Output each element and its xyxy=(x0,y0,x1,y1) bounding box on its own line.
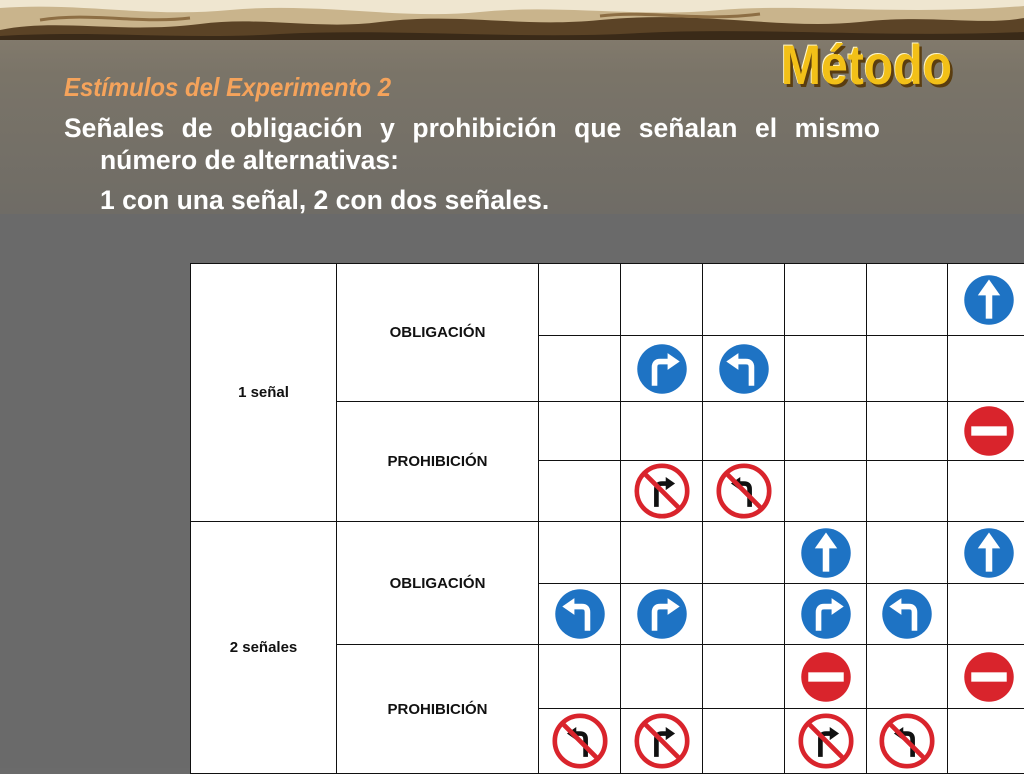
paragraph-2: 1 con una señal, 2 con dos señales. xyxy=(100,185,550,215)
slide-body xyxy=(64,112,880,216)
no-entry-sign-icon xyxy=(961,649,1017,705)
sign-cell xyxy=(538,521,621,584)
no-right-turn-sign-icon xyxy=(634,713,690,769)
sign-cell xyxy=(620,583,703,645)
sign-cell xyxy=(784,521,867,584)
slide-title: Método xyxy=(780,33,952,96)
turn-right-sign-icon xyxy=(798,586,854,642)
sign-cell xyxy=(538,263,621,336)
ahead-only-sign-icon xyxy=(961,272,1017,328)
type-label-cell xyxy=(336,644,539,774)
ahead-only-sign-icon xyxy=(961,525,1017,581)
type-label: OBLIGACIÓN xyxy=(389,324,486,341)
no-entry-sign-icon xyxy=(961,403,1017,459)
sign-cell xyxy=(620,708,703,774)
sign-cell xyxy=(702,644,785,709)
turn-right-sign-icon xyxy=(634,586,690,642)
sign-cell xyxy=(702,583,785,645)
sign-cell xyxy=(784,583,867,645)
ahead-only-sign-icon xyxy=(798,525,854,581)
type-label: PROHIBICIÓN xyxy=(387,700,488,718)
sign-cell xyxy=(784,460,867,522)
sign-cell xyxy=(947,460,1024,522)
sign-cell xyxy=(620,644,703,709)
turn-left-sign-icon xyxy=(879,586,935,642)
sign-cell xyxy=(702,460,785,522)
sign-cell xyxy=(702,335,785,402)
type-label: OBLIGACIÓN xyxy=(389,574,486,592)
sign-cell xyxy=(784,263,867,336)
sign-cell xyxy=(866,521,948,584)
sign-cell xyxy=(620,263,703,336)
no-right-turn-sign-icon xyxy=(798,713,854,769)
no-right-turn-sign-icon xyxy=(634,463,690,519)
turn-left-sign-icon xyxy=(552,586,608,642)
sign-cell xyxy=(866,583,948,645)
sign-cell xyxy=(947,644,1024,709)
sign-cell xyxy=(538,401,621,461)
turn-right-sign-icon xyxy=(634,341,690,397)
no-left-turn-sign-icon xyxy=(879,713,935,769)
sign-cell xyxy=(866,708,948,774)
sign-cell xyxy=(620,401,703,461)
group-label-cell xyxy=(190,521,337,774)
sign-cell xyxy=(947,263,1024,336)
sign-cell xyxy=(866,644,948,709)
sign-cell xyxy=(620,460,703,522)
sign-cell xyxy=(702,708,785,774)
sign-cell xyxy=(620,335,703,402)
no-left-turn-sign-icon xyxy=(716,463,772,519)
type-label-cell xyxy=(336,521,539,645)
sign-cell xyxy=(784,401,867,461)
sign-cell xyxy=(784,335,867,402)
sign-cell xyxy=(784,644,867,709)
no-entry-sign-icon xyxy=(798,649,854,705)
sign-cell xyxy=(866,335,948,402)
sign-cell xyxy=(702,263,785,336)
group-label: 2 señales xyxy=(229,639,298,656)
sign-cell xyxy=(538,335,621,402)
no-left-turn-sign-icon xyxy=(552,713,608,769)
sign-cell xyxy=(866,401,948,461)
group-label: 1 señal xyxy=(238,384,289,401)
type-label-cell xyxy=(336,263,539,402)
sign-cell xyxy=(538,644,621,709)
slide-subtitle: Estímulos del Experimento 2 xyxy=(64,72,392,102)
paragraph-1: Señales de obligación y prohibición que señalan el mismo número de alternativas: xyxy=(64,113,880,175)
type-label-cell xyxy=(336,401,539,522)
sign-cell xyxy=(538,460,621,522)
sign-cell xyxy=(620,521,703,584)
sign-cell xyxy=(702,521,785,584)
type-label: PROHIBICIÓN xyxy=(387,453,488,470)
sign-cell xyxy=(784,708,867,774)
sign-cell xyxy=(866,263,948,336)
group-label-cell xyxy=(190,263,337,522)
sign-cell xyxy=(947,521,1024,584)
sign-cell xyxy=(538,583,621,645)
sign-cell xyxy=(866,460,948,522)
stimuli-table xyxy=(190,263,1024,773)
sign-cell xyxy=(538,708,621,774)
sign-cell xyxy=(702,401,785,461)
sign-cell xyxy=(947,708,1024,774)
sign-cell xyxy=(947,401,1024,461)
sign-cell xyxy=(947,583,1024,645)
sign-cell xyxy=(947,335,1024,402)
turn-left-sign-icon xyxy=(716,341,772,397)
